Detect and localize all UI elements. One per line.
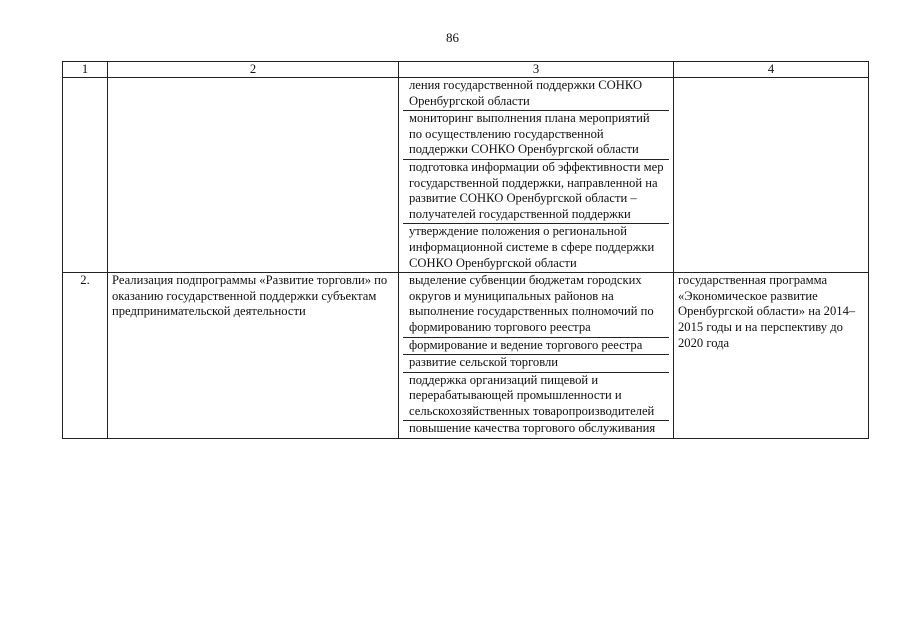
column-header-2: 2 [108, 62, 399, 78]
activity-item: утверждение положения о региональной информационной системе в сфере поддержки СОНКО Оренбургской области [403, 223, 669, 272]
activity-item: формирование и ведение торгового реестра [403, 337, 669, 355]
activity-item: ления государственной поддержки СОНКО Оренбургской области [409, 78, 643, 108]
table-row [63, 78, 869, 273]
table-row [63, 273, 869, 439]
activity-item: мониторинг выполнения плана мероприятий по осуществлению государственной поддержки СОНКО Оренбургской области [403, 110, 669, 159]
row-program: государственная программа «Экономическое развитие Оренбургской области» на 2014–2015 годы и на перспективу до 2020 года [674, 273, 869, 439]
page-number: 86 [446, 30, 459, 45]
activity-item: подготовка информации об эффективности мер государственной поддержки, направленной на развитие СОНКО Оренбургской области – получателей государственной поддержки [403, 159, 669, 223]
activities-cell [399, 78, 674, 273]
column-header-3: 3 [399, 62, 674, 78]
row-number: 2. [63, 273, 108, 439]
column-header-1: 1 [63, 62, 108, 78]
column-header-4: 4 [674, 62, 869, 78]
row-name: Реализация подпрограммы «Развитие торговли» по оказанию государственной поддержки субъектам предпринимательской деятельности [108, 273, 399, 439]
row-program [674, 78, 869, 273]
activities-cell [399, 273, 674, 439]
program-table [62, 61, 869, 439]
activity-item: повышение качества торгового обслуживания [403, 420, 669, 438]
row-name [108, 78, 399, 273]
activity-item: развитие сельской торговли [403, 354, 669, 372]
activity-item: поддержка организаций пищевой и перерабатывающей промышленности и сельскохозяйственных товаропроизводителей [403, 372, 669, 421]
row-number [63, 78, 108, 273]
activity-item: выделение субвенции бюджетам городских округов и муниципальных районов на выполнение государственных полномочий по формированию торгового реестра [409, 273, 654, 334]
header-row [63, 62, 869, 78]
